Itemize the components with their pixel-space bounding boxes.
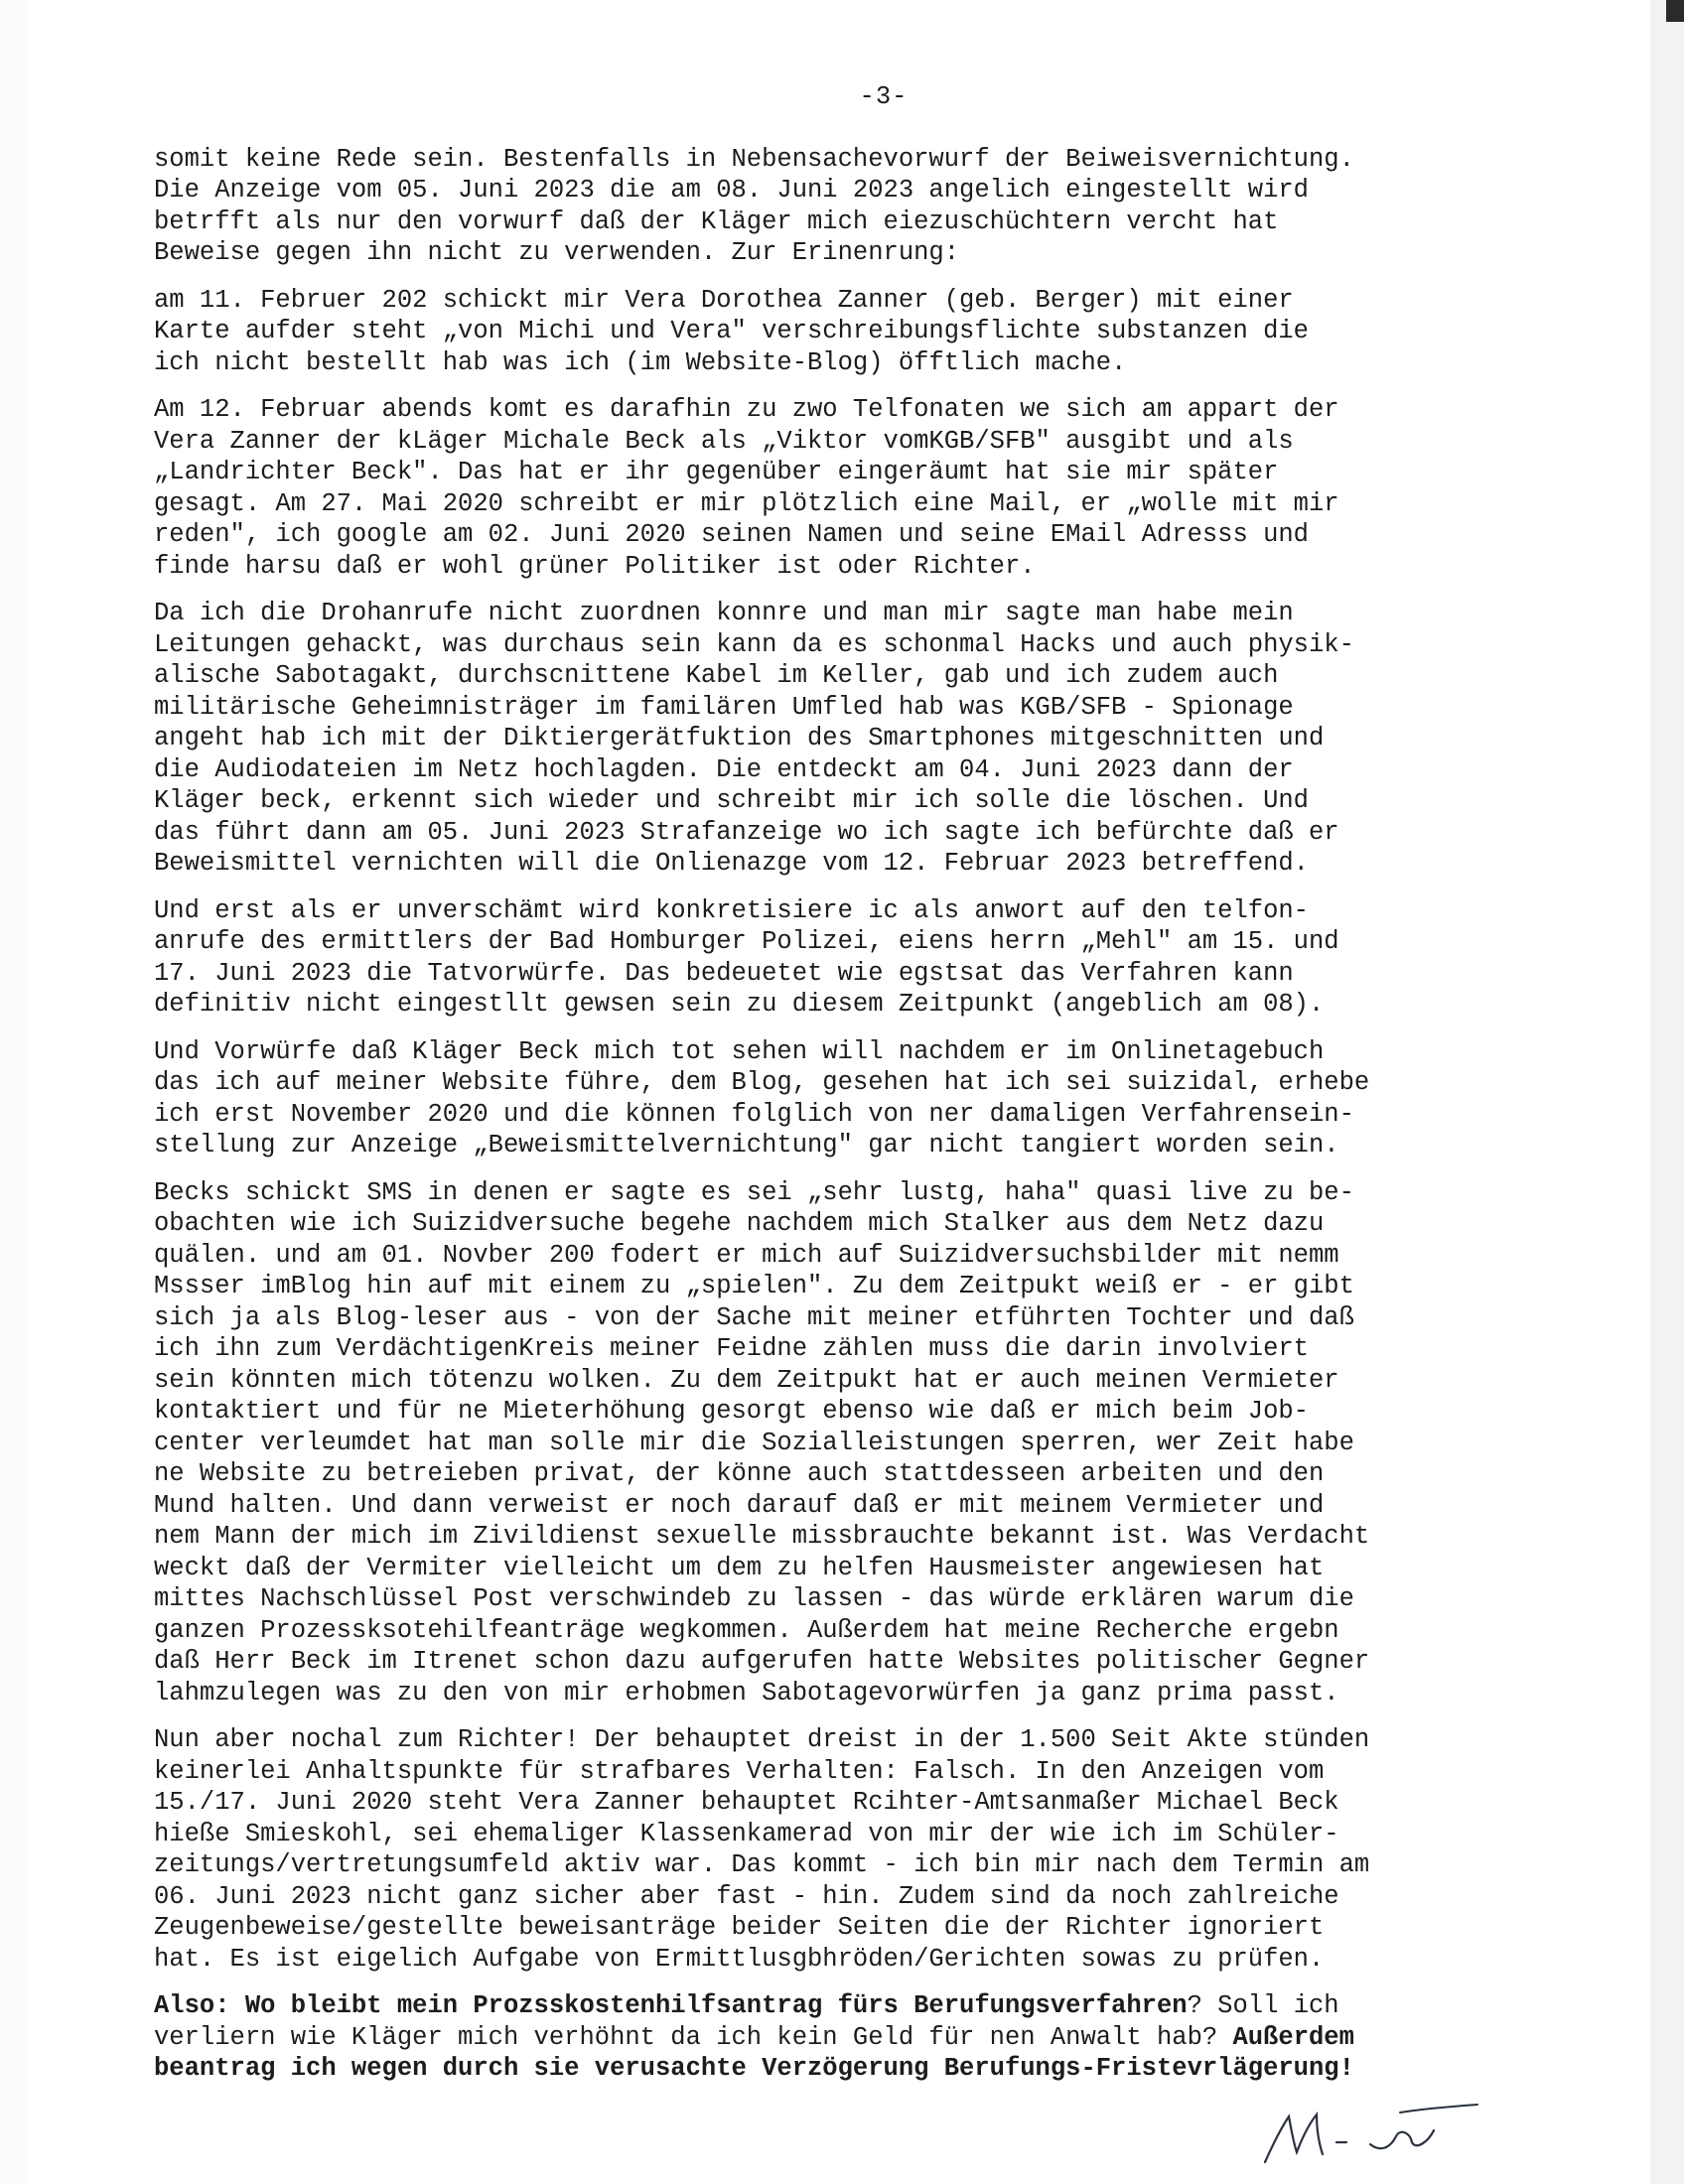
text-line: nem Mann der mich im Zivildienst sexuelle missbrauchte bekannt ist. Was Verdacht [154, 1522, 1370, 1551]
text-line: sein könnten mich tötenzu wolken. Zu dem Zeitpukt hat er auch meinen Vermieter [154, 1365, 1339, 1395]
text-line: ganzen Prozessksotehilfeanträge wegkommen. Außerdem hat meine Recherche ergebn [154, 1615, 1339, 1645]
text-line: obachten wie ich Suizidversuche begehe nachdem mich Stalker aus dem Netz dazu [154, 1209, 1325, 1238]
paragraph-1 [154, 144, 1504, 269]
text-line: 17. Juni 2023 die Tatvorwürfe. Das bedeuetet wie egstsat das Verfahren kann [154, 958, 1294, 988]
text-line: Mund halten. Und dann verweist er noch darauf daß er mit meinem Vermieter und [154, 1490, 1325, 1520]
text-line: das ich auf meiner Website führe, dem Blog, gesehen hat ich sei suizidal, erhebe [154, 1068, 1370, 1097]
text-line: Zeugenbeweise/gestellte beweisanträge beider Seiten die der Richter ignoriert [154, 1913, 1325, 1942]
text-line: militärische Geheimnisträger im familären Umfled hab was KGB/SFB - Spionage [154, 692, 1294, 722]
text-line: center verleumdet hat man solle mir die Sozialleistungen sperren, wer Zeit habe [154, 1428, 1354, 1457]
text-line: ne Website zu betreieben privat, der könne auch stattdesseen arbeiten und den [154, 1459, 1325, 1488]
text-line: gesagt. Am 27. Mai 2020 schreibt er mir plötzlich eine Mail, er „wolle mit mir [154, 488, 1339, 518]
text-line: angeht hab ich mit der Diktiergerätfuktion des Smartphones mitgeschnitten und [154, 724, 1325, 752]
text-line: stellung zur Anzeige „Beweismittelvernichtung" gar nicht tangiert worden sein. [154, 1131, 1339, 1160]
text-line: alische Sabotagakt, durchscnittene Kabel im Keller, gab und ich zudem auch [154, 661, 1279, 690]
handwritten-signature [1251, 2093, 1509, 2172]
text-line: weckt daß der Vermiter vielleicht um dem zu helfen Hausmeister angewiesen hat [154, 1553, 1325, 1582]
text-line: daß Herr Beck im Itrenet schon dazu aufgerufen hatte Websites politischer Gegner [154, 1647, 1370, 1676]
final-line-2-bold: Außerdem [1232, 2022, 1354, 2052]
text-line: sich ja als Blog-leser aus - von der Sache mit meiner etführten Tochter und daß [154, 1302, 1354, 1332]
final-line-2 [154, 2022, 1504, 2054]
text-line: mittes Nachschlüssel Post verschwindeb zu lassen - das würde erklären warum die [154, 1584, 1354, 1613]
text-line: 06. Juni 2023 nicht ganz sicher aber fast - hin. Zudem sind da noch zahlreiche [154, 1881, 1339, 1911]
final-paragraph [154, 1990, 1504, 2085]
text-line: Nun aber nochal zum Richter! Der behauptet dreist in der 1.500 Seit Akte stünden [154, 1725, 1370, 1754]
text-line: kontaktiert und für ne Mieterhöhung gesorgt ebenso wie daß er mich beim Job- [154, 1397, 1309, 1426]
text-line: ich ihn zum VerdächtigenKreis meiner Feidne zählen muss die darin involviert [154, 1334, 1309, 1363]
paragraph-8 [154, 1724, 1504, 1975]
text-line: finde harsu daß er wohl grüner Politiker ist oder Richter. [154, 551, 1036, 581]
text-line: Mssser imBlog hin auf mit einem zu „spielen". Zu dem Zeitpukt weiß er - er gibt [154, 1272, 1354, 1300]
text-line: anrufe des ermittlers der Bad Homburger Polizei, eiens herrn „Mehl" am 15. und [154, 927, 1339, 956]
text-line: die Audiodateien im Netz hochlagden. Die entdeckt am 04. Juni 2023 dann der [154, 754, 1294, 784]
page-number: -3- [859, 82, 909, 111]
final-line-1-normal: ? Soll ich [1187, 1991, 1339, 2020]
text-line: betrfft als nur den vorwurf daß der Kläger mich eiezuschüchtern vercht hat [154, 206, 1279, 236]
text-line: Vera Zanner der kLäger Michale Beck als „Viktor vomKGB/SFB" ausgibt und als [154, 426, 1294, 456]
final-line-3: beantrag ich wegen durch sie verusachte Verzögerung Berufungs-Fristevrlägerung! [154, 2054, 1354, 2083]
paragraph-6 [154, 1036, 1504, 1161]
text-line: ich erst November 2020 und die können folglich von ner damaligen Verfahrensein- [154, 1099, 1354, 1129]
text-line: lahmzulegen was zu den von mir erhobmen Sabotagevorwürfen ja ganz prima passt. [154, 1678, 1339, 1707]
text-line: hieße Smieskohl, sei ehemaliger Klassenkamerad von mir der wie ich im Schüler- [154, 1819, 1339, 1848]
final-line-1-bold: Also: Wo bleibt mein Prozsskostenhilfsantrag fürs Berufungsverfahren [154, 1991, 1188, 2020]
text-line: 15./17. Juni 2020 steht Vera Zanner behauptet Rcihter-Amtsanmaßer Michael Beck [154, 1788, 1339, 1817]
text-line: Und Vorwürfe daß Kläger Beck mich tot sehen will nachdem er im Onlinetagebuch [154, 1036, 1325, 1066]
paragraph-container [154, 144, 1504, 1976]
text-line: reden", ich google am 02. Juni 2020 seinen Namen und seine EMail Adresss und [154, 520, 1309, 549]
text-line: Die Anzeige vom 05. Juni 2023 die am 08. Juni 2023 angelich eingestellt wird [154, 176, 1309, 205]
scan-edge-strip [1650, 0, 1684, 2184]
final-line-2-normal: verliern wie Kläger mich verhöhnt da ich kein Geld für nen Anwalt hab? [154, 2022, 1233, 2052]
text-line: Becks schickt SMS in denen er sagte es sei „sehr lustg, haha" quasi live zu be- [154, 1177, 1354, 1207]
paragraph-2 [154, 285, 1504, 379]
text-line: definitiv nicht eingestllt gewsen sein zu diesem Zeitpunkt (angeblich am 08). [154, 990, 1325, 1019]
text-line: Und erst als er unverschämt wird konkretisiere ic als anwort auf den telfon- [154, 895, 1309, 925]
text-line: ich nicht bestellt hab was ich (im Website-Blog) öfftlich mache. [154, 347, 1127, 377]
text-line: hat. Es ist eigelich Aufgabe von Ermittlusgbhröden/Gerichten sowas zu prüfen. [154, 1944, 1325, 1974]
paragraph-5 [154, 895, 1504, 1021]
paragraph-3 [154, 394, 1504, 582]
text-line: Kläger beck, erkennt sich wieder und schreibt mir ich solle die löschen. Und [154, 786, 1309, 815]
text-line: zeitungs/vertretungsumfeld aktiv war. Das kommt - ich bin mir nach dem Termin am [154, 1850, 1370, 1879]
text-line: Karte aufder steht „von Michi und Vera" verschreibungsflichte substanzen die [154, 317, 1309, 345]
text-line: Leitungen gehackt, was durchaus sein kann da es schonmal Hacks und auch physik- [154, 629, 1354, 659]
text-line: Beweise gegen ihn nicht zu verwenden. Zur Erinenrung: [154, 238, 960, 267]
scan-edge-mark [1666, 0, 1684, 22]
paragraph-7 [154, 1177, 1504, 1709]
text-line: am 11. Februer 202 schickt mir Vera Dorothea Zanner (geb. Berger) mit einer [154, 285, 1294, 315]
text-line: Am 12. Februar abends komt es darafhin zu zwo Telfonaten we sich am appart der [154, 395, 1339, 424]
text-line: Beweismittel vernichten will die Onlienazge vom 12. Februar 2023 betreffend. [154, 849, 1309, 878]
text-line: somit keine Rede sein. Bestenfalls in Nebensachevorwurf der Beiweisvernichtung. [154, 144, 1354, 174]
final-line-1 [154, 1990, 1504, 2022]
text-line: keinerlei Anhaltspunkte für strafbares Verhalten: Falsch. In den Anzeigen vom [154, 1756, 1325, 1786]
text-line: „Landrichter Beck". Das hat er ihr gegenüber eingeräumt hat sie mir später [154, 458, 1279, 486]
text-line: quälen. und am 01. Novber 200 fodert er mich auf Suizidversuchsbilder mit nemm [154, 1240, 1339, 1270]
text-line: Da ich die Drohanrufe nicht zuordnen konnre und man mir sagte man habe mein [154, 599, 1294, 627]
document-body [154, 81, 1504, 2101]
paragraph-4 [154, 598, 1504, 880]
text-line: das führt dann am 05. Juni 2023 Strafanzeige wo ich sagte ich befürchte daß er [154, 817, 1339, 847]
